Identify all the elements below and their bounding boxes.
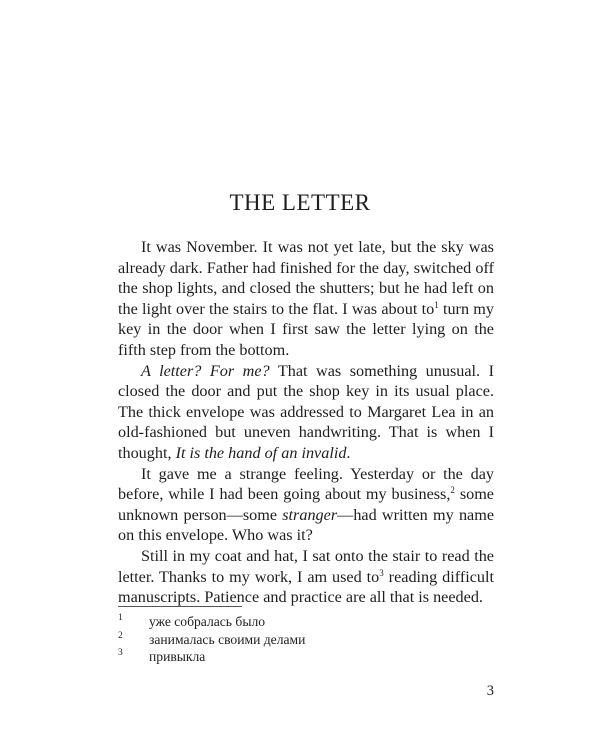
page-number: 3 bbox=[486, 683, 494, 699]
italic-text: A letter? For me? bbox=[141, 361, 270, 380]
footnote-mark: 1 bbox=[118, 613, 123, 623]
text-segment: turn my key in the door when I first saw the letter lying on the fifth step from the bottom. bbox=[118, 299, 494, 359]
text-segment: . bbox=[346, 443, 351, 462]
footnote-mark: 2 bbox=[118, 630, 123, 641]
footnote-text: занималась своими делами bbox=[149, 631, 306, 647]
text-segment: reading difficult manuscripts. Patience and practice are all that is needed. bbox=[118, 567, 495, 607]
text-segment: —had written my name on this envelope. Who was it? bbox=[118, 505, 494, 545]
text-segment: It was November. It was not yet late, but the sky was already dark. Father had finished for the day, switched off the shop lights, and closed the shutters; but he had left on the light over the stairs to the flat. I was about to bbox=[118, 238, 494, 318]
italic-text: It is the hand of an invalid bbox=[175, 443, 347, 462]
footnote-reference: 2 bbox=[450, 485, 455, 496]
footnote bbox=[118, 631, 305, 649]
footnote-divider bbox=[118, 606, 242, 607]
text-segment: That was something unusual. I closed the door and put the shop key in its usual place. The thick envelope was addressed to Margaret Lea in an old-fashioned but uneven handwriting. That is when I thought, bbox=[118, 361, 494, 462]
text-segment: some unknown person—some bbox=[118, 485, 494, 524]
footnote-reference: 1 bbox=[434, 299, 439, 310]
paragraph bbox=[118, 546, 494, 608]
footnote-text: привыкла bbox=[149, 649, 206, 664]
footnotes bbox=[118, 613, 305, 666]
footnote bbox=[118, 613, 305, 631]
footnote-reference: 3 bbox=[379, 567, 384, 578]
paragraph bbox=[118, 237, 494, 361]
body-text bbox=[118, 237, 494, 608]
footnote bbox=[118, 648, 305, 666]
paragraph bbox=[118, 464, 494, 546]
chapter-title: THE LETTER bbox=[229, 190, 371, 215]
paragraph bbox=[118, 361, 494, 464]
text-segment: It gave me a strange feeling. Yesterday or the day before, while I had been going about my business, bbox=[118, 464, 494, 504]
footnote-text: уже собралась было bbox=[149, 614, 266, 629]
italic-text: stranger bbox=[282, 505, 338, 524]
footnote-mark: 3 bbox=[118, 648, 123, 658]
text-segment: Still in my coat and hat, I sat onto the stair to read the letter. Thanks to my work, I am used to bbox=[118, 546, 494, 586]
